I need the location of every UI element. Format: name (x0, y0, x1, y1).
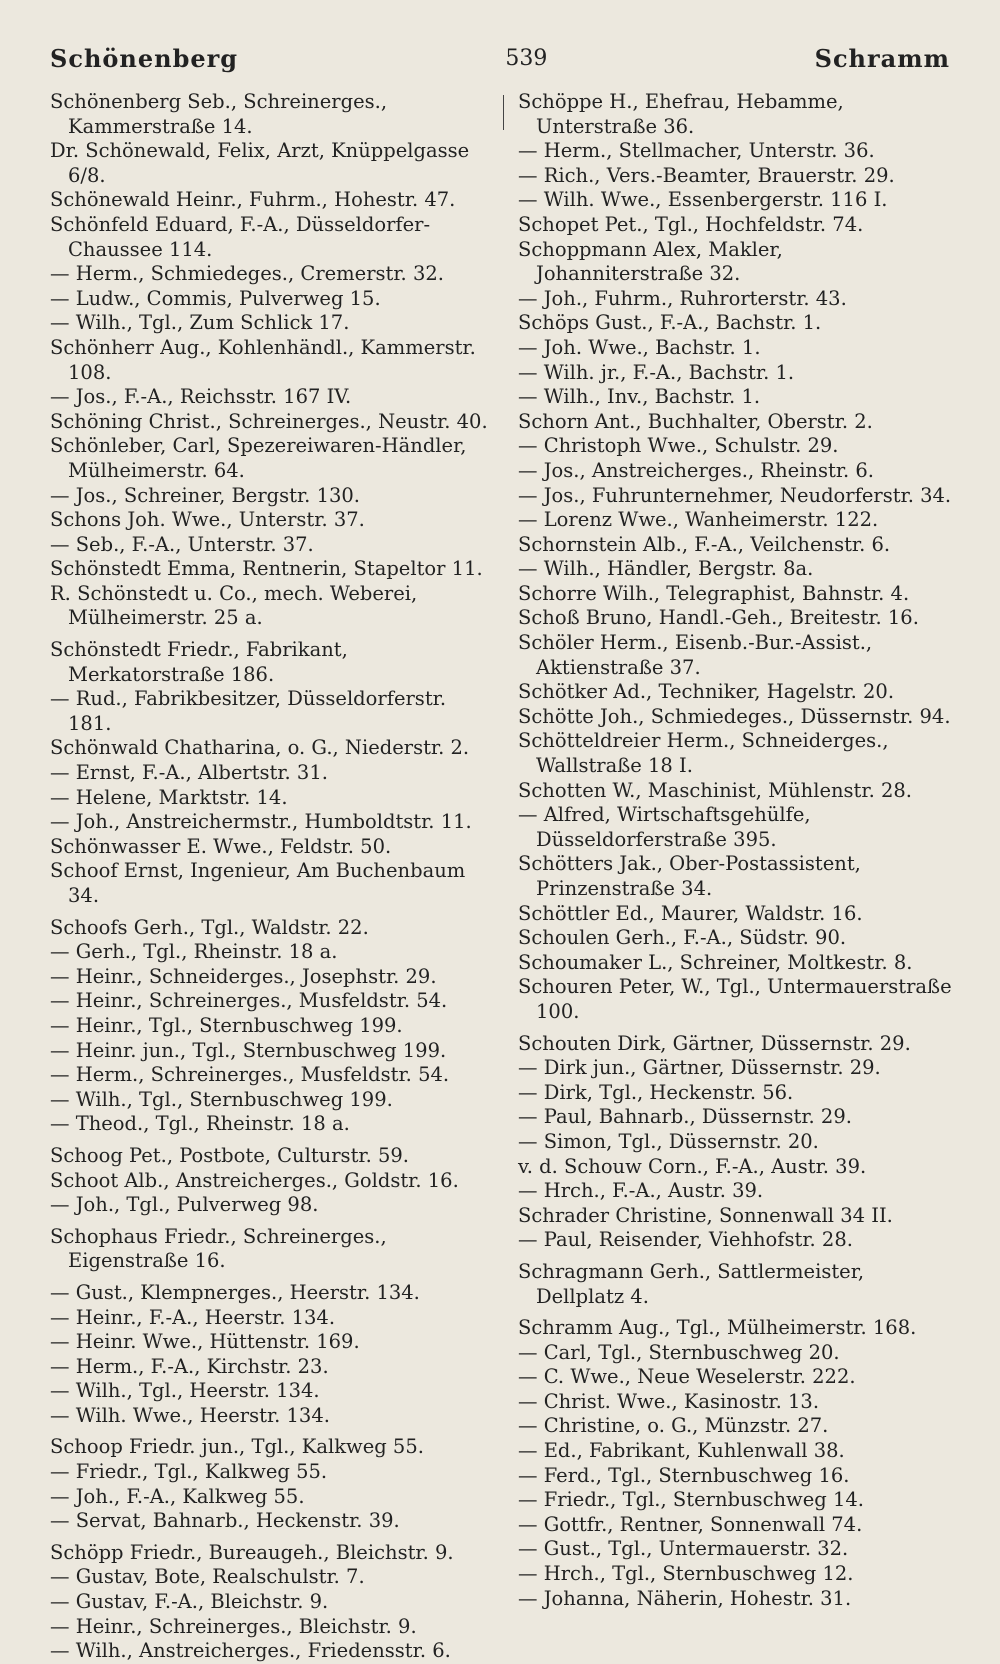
list-item: — Jos., Fuhrunternehmer, Neudorferstr. 34. (518, 483, 952, 507)
list-item: Schorn Ant., Buchhalter, Oberstr. 2. (518, 409, 873, 433)
list-item: — Heinr., Schreinerges., Musfeldstr. 54. (50, 989, 448, 1013)
list-item: Schötte Joh., Schmiedeges., Düssernstr. 94. (518, 704, 951, 728)
list-item: — Wilh., Tgl., Sternbuschweg 199. (50, 1087, 393, 1111)
list-item: — Gerh., Tgl., Rheinstr. 18 a. (50, 940, 338, 964)
list-item: Schötker Ad., Techniker, Hagelstr. 20. (518, 680, 895, 704)
list-item: Schönwasser E. Wwe., Feldstr. 50. (50, 834, 392, 858)
left-column (50, 90, 488, 1664)
list-item: Schouren Peter, W., Tgl., Untermauerstraße 100. (518, 975, 952, 1023)
list-item: — Helene, Marktstr. 14. (50, 785, 288, 809)
list-item: Schorre Wilh., Telegraphist, Bahnstr. 4. (518, 581, 910, 605)
list-item: Schöppe H., Ehefrau, Hebamme, Unterstraße 36. (518, 90, 844, 138)
list-item: — Johanna, Näherin, Hohestr. 31. (518, 1586, 852, 1610)
list-item: — Ed., Fabrikant, Kuhlenwall 38. (518, 1439, 845, 1463)
list-item: — Christoph Wwe., Schulstr. 29. (518, 434, 839, 458)
list-item: Schönfeld Eduard, F.-A., Düsseldorfer-Chaussee 114. (50, 212, 431, 261)
list-item: — Paul, Bahnarb., Düssernstr. 29. (518, 1105, 852, 1129)
list-item: — Carl, Tgl., Sternbuschweg 20. (518, 1340, 840, 1364)
list-item: Schönwald Chatharina, o. G., Niederstr. 2. (50, 736, 470, 760)
list-item: Schoumaker L., Schreiner, Moltkestr. 8. (518, 950, 913, 974)
list-item: Schöpp Friedr., Bureaugeh., Bleichstr. 9. (50, 1540, 454, 1564)
right-column (518, 90, 956, 1611)
page-number: 539 (505, 45, 548, 71)
list-item: — Simon, Tgl., Düssernstr. 20. (518, 1129, 819, 1153)
list-item: — Wilh., Tgl., Zum Schlick 17. (50, 311, 350, 335)
list-item: — Gust., Klempnerges., Heerstr. 134. (50, 1280, 420, 1304)
list-item: — Hrch., F.-A., Austr. 39. (518, 1179, 764, 1203)
list-item: Schouten Dirk, Gärtner, Düssernstr. 29. (518, 1031, 911, 1055)
list-item: Schornstein Alb., F.-A., Veilchenstr. 6. (518, 532, 891, 556)
list-item: — Seb., F.-A., Unterstr. 37. (50, 532, 314, 556)
list-item: Schönleber, Carl, Spezereiwaren-Händler, Mülheimerstr. 64. (50, 434, 467, 482)
list-item: — Wilh. Wwe., Essenbergerstr. 116 I. (518, 188, 888, 212)
list-item: — Heinr., Schneiderges., Josephstr. 29. (50, 964, 437, 988)
list-item: — Gottfr., Rentner, Sonnenwall 74. (518, 1512, 863, 1536)
list-item: — Wilh., Händler, Bergstr. 8a. (518, 557, 814, 581)
list-item: — Wilh., Inv., Bachstr. 1. (518, 385, 761, 409)
list-item: Schoß Bruno, Handl.-Geh., Breitestr. 16. (518, 606, 919, 630)
list-item: R. Schönstedt u. Co., mech. Weberei, Mülheimerstr. 25 a. (50, 581, 418, 630)
list-item: — Dirk jun., Gärtner, Düssernstr. 29. (518, 1056, 881, 1080)
list-item: — Rud., Fabrikbesitzer, Düsseldorferstr. 181. (50, 687, 447, 735)
list-item: — Rich., Vers.-Beamter, Brauerstr. 29. (518, 163, 895, 187)
list-item: Schöler Herm., Eisenb.-Bur.-Assist., Aktienstraße 37. (518, 631, 873, 679)
list-item: — Joh., F.-A., Kalkweg 55. (50, 1484, 305, 1508)
list-item: — Ferd., Tgl., Sternbuschweg 16. (518, 1463, 850, 1487)
list-item: — Joh. Wwe., Bachstr. 1. (518, 335, 761, 359)
list-item: — Christine, o. G., Münzstr. 27. (518, 1414, 829, 1438)
list-item: — Wilh. jr., F.-A., Bachstr. 1. (518, 360, 795, 384)
list-item: — Herm., Schmiedeges., Cremerstr. 32. (50, 262, 444, 286)
list-item: Schragmann Gerh., Sattlermeister, Dellplatz 4. (518, 1259, 865, 1308)
list-item: Dr. Schönewald, Felix, Arzt, Knüppelgasse 6/8. (50, 139, 470, 187)
list-item: — Gustav, F.-A., Bleichstr. 9. (50, 1590, 329, 1614)
list-item: — Herm., Stellmacher, Unterstr. 36. (518, 139, 875, 163)
list-item: — Joh., Tgl., Pulverweg 98. (50, 1193, 319, 1217)
list-item: Schöttler Ed., Maurer, Waldstr. 16. (518, 901, 863, 925)
list-item: Schönewald Heinr., Fuhrm., Hohestr. 47. (50, 188, 456, 212)
list-item: — Hrch., Tgl., Sternbuschweg 12. (518, 1562, 854, 1586)
list-item: — Gustav, Bote, Realschulstr. 7. (50, 1565, 365, 1589)
list-item: Schötters Jak., Ober-Postassistent, Prinzenstraße 34. (518, 852, 861, 900)
column-divider (503, 95, 504, 130)
list-item: — Theod., Tgl., Rheinstr. 18 a. (50, 1112, 350, 1136)
list-item: v. d. Schouw Corn., F.-A., Austr. 39. (518, 1154, 867, 1178)
list-item: Schons Joh. Wwe., Unterstr. 37. (50, 508, 365, 532)
list-item: — Heinr., Schreinerges., Bleichstr. 9. (50, 1614, 417, 1638)
list-item: Schoop Friedr. jun., Tgl., Kalkweg 55. (50, 1435, 424, 1459)
list-item: — Wilh. Wwe., Heerstr. 134. (50, 1403, 330, 1427)
list-item: — Herm., Schreinerges., Musfeldstr. 54. (50, 1063, 450, 1087)
list-item: Schoof Ernst, Ingenieur, Am Buchenbaum 34. (50, 859, 466, 907)
list-item: Schöps Gust., F.-A., Bachstr. 1. (518, 311, 822, 335)
page-header (50, 38, 950, 78)
list-item: — Herm., F.-A., Kirchstr. 23. (50, 1354, 329, 1378)
list-item: — Paul, Reisender, Viehhofstr. 28. (518, 1228, 853, 1252)
list-item: Schönstedt Friedr., Fabrikant, Merkatorstraße 186. (50, 638, 348, 686)
list-item: Schoofs Gerh., Tgl., Waldstr. 22. (50, 915, 369, 939)
list-item: — Heinr. jun., Tgl., Sternbuschweg 199. (50, 1038, 447, 1062)
list-item: — Servat, Bahnarb., Heckenstr. 39. (50, 1509, 400, 1533)
list-item: — Wilh., Tgl., Heerstr. 134. (50, 1379, 320, 1403)
list-item: Schöning Christ., Schreinerges., Neustr. 40. (50, 409, 488, 433)
list-item: Schophaus Friedr., Schreinerges., Eigenstraße 16. (50, 1224, 387, 1273)
list-item: — Christ. Wwe., Kasinostr. 13. (518, 1389, 820, 1413)
list-item: — Dirk, Tgl., Heckenstr. 56. (518, 1080, 794, 1104)
list-item: — Joh., Anstreichermstr., Humboldtstr. 11. (50, 810, 472, 834)
list-item: — Alfred, Wirtschaftsgehülfe, Düsseldorferstraße 395. (518, 803, 811, 851)
header-right-keyword: Schramm (814, 43, 950, 73)
list-item: — Wilh., Anstreicherges., Friedensstr. 6. (50, 1639, 451, 1663)
list-item: — Lorenz Wwe., Wanheimerstr. 122. (518, 508, 879, 532)
list-item: Schoppmann Alex, Makler, Johanniterstraße 32. (518, 237, 783, 286)
list-item: — Joh., Fuhrm., Ruhrorterstr. 43. (518, 286, 847, 310)
list-item: — Ernst, F.-A., Albertstr. 31. (50, 761, 328, 785)
list-item: Schotten W., Maschinist, Mühlenstr. 28. (518, 778, 912, 802)
list-item: Schötteldreier Herm., Schneiderges., Wallstraße 18 I. (518, 729, 889, 778)
list-item: Schrader Christine, Sonnenwall 34 II. (518, 1203, 893, 1227)
list-item: — Jos., Schreiner, Bergstr. 130. (50, 483, 360, 507)
list-item: Schramm Aug., Tgl., Mülheimerstr. 168. (518, 1316, 917, 1340)
list-item: — Friedr., Tgl., Sternbuschweg 14. (518, 1488, 864, 1512)
list-item: Schopet Pet., Tgl., Hochfeldstr. 74. (518, 212, 864, 236)
list-item: Schoog Pet., Postbote, Culturstr. 59. (50, 1143, 409, 1167)
header-left-keyword: Schönenberg (50, 43, 239, 73)
list-item: — Gust., Tgl., Untermauerstr. 32. (518, 1537, 849, 1561)
list-item: — Heinr., Tgl., Sternbuschweg 199. (50, 1013, 403, 1037)
list-item: — Heinr., F.-A., Heerstr. 134. (50, 1305, 336, 1329)
list-item: — Jos., Anstreicherges., Rheinstr. 6. (518, 458, 875, 482)
list-item: — Jos., F.-A., Reichsstr. 167 IV. (50, 385, 352, 409)
list-item: Schönherr Aug., Kohlenhändl., Kammerstr. 108. (50, 335, 476, 384)
list-item: — Friedr., Tgl., Kalkweg 55. (50, 1460, 328, 1484)
list-item: Schoot Alb., Anstreicherges., Goldstr. 16. (50, 1168, 459, 1192)
list-item: — C. Wwe., Neue Weselerstr. 222. (518, 1365, 856, 1389)
list-item: Schönstedt Emma, Rentnerin, Stapeltor 11. (50, 557, 483, 581)
list-item: Schönenberg Seb., Schreinerges., Kammerstraße 14. (50, 90, 388, 138)
list-item: Schoulen Gerh., F.-A., Südstr. 90. (518, 926, 847, 950)
list-item: — Heinr. Wwe., Hüttenstr. 169. (50, 1330, 360, 1354)
list-item: — Ludw., Commis, Pulverweg 15. (50, 286, 381, 310)
